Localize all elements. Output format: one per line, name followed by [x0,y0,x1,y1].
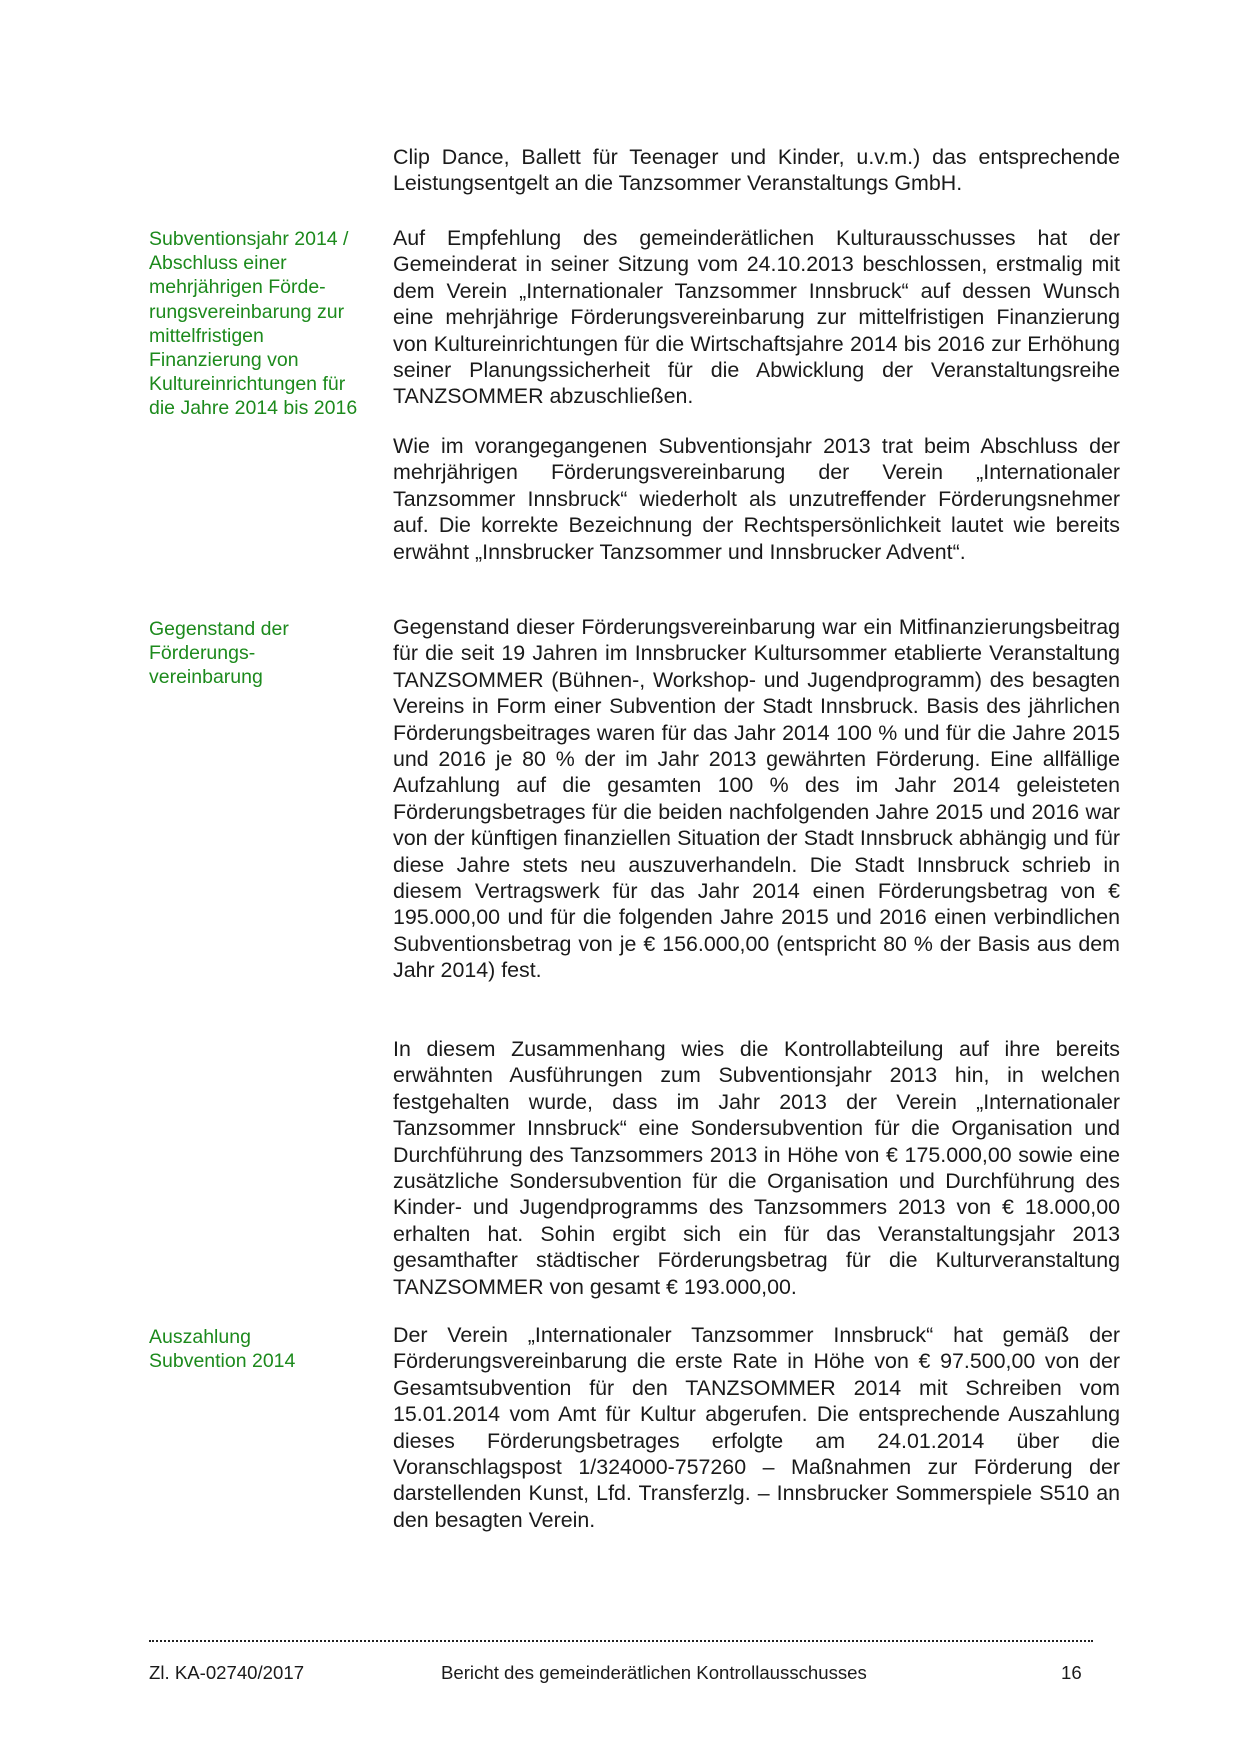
sidenote-auszahlung [149,1325,381,1373]
paragraph-2: Auf Empfehlung des gemeinderätlichen Kulturausschusses hat der Gemeinderat in seiner Sitzung vom 24.10.2013 beschlossen, erstmalig mit dem Verein „Internationaler Tanzsommer Innsbruck“ auf dessen Wunsch eine mehrjährige Förderungsvereinbarung zur mittelfristigen Finanzierung von Kultureinrichtungen für die Wirtschaftsjahre 2014 bis 2016 zur Erhöhung seiner Planungssicherheit für die Abwicklung der Veranstaltungsreihe TANZSOMMER abzuschließen. [393,226,1120,409]
paragraph-block-2 [393,225,1120,410]
sidenote-line: rungsvereinbarung zur [149,300,345,323]
sidenote-line: die Jahre 2014 bis 2016 [149,397,358,420]
sidenote-subventionsjahr [149,227,381,421]
sidenote-line: Kultureinrichtungen für [149,373,346,396]
sidenote-line: mittelfristigen [149,324,264,347]
paragraph-block-6 [393,1322,1120,1533]
paragraph-block-4 [393,614,1120,984]
sidenote-gegenstand [149,617,381,690]
paragraph-block-5 [393,1036,1120,1300]
paragraph-6: Der Verein „Internationaler Tanzsommer Innsbruck“ hat gemäß der Förderungsvereinbarung die erste Rate in Höhe von € 97.500,00 von der Gesamtsubvention für den TANZSOMMER 2014 mit Schreiben vom 15.01.2014 vom Amt für Kultur abgerufen. Die entsprechende Auszahlung dieses Förderungsbetrages erfolgte am 24.01.2014 über die Voranschlagspost 1/324000-757260 – Maßnahmen zur Förderung der darstellenden Kunst, Lfd. Transferzlg. – Innsbrucker Sommerspiele S510 an den besagten Verein. [393,1323,1120,1532]
sidenote-line: vereinbarung [149,666,263,689]
paragraph-continuation [393,144,1120,197]
sidenote-line: Abschluss einer [149,252,287,275]
footer-reference: Zl. KA-02740/2017 [149,1662,305,1683]
paragraph-5: In diesem Zusammenhang wies die Kontrollabteilung auf ihre bereits erwähnten Ausführungen zum Subventionsjahr 2013 hin, in welchen festgehalten wurde, dass im Jahr 2013 der Verein „Internationaler Tanzsommer Innsbruck“ eine Sondersubvention für die Organisation und Durchführung des Tanzsommers 2013 in Höhe von € 175.000,00 sowie eine zusätzliche Sondersubvention für die Organisation und Durchführung des Kinder- und Jugendprogramms des Tanzsommers 2013 von € 18.000,00 erhalten hat. Sohin ergibt sich ein für das Veranstaltungsjahr 2013 gesamthafter städtischer Förderungsbetrag für die Kulturveranstaltung TANZSOMMER von gesamt € 193.000,00. [393,1037,1120,1299]
page-number: 16 [1061,1662,1082,1683]
sidenote-line: Subventionsjahr 2014 / [149,228,349,250]
paragraph-4: Gegenstand dieser Förderungsvereinbarung war ein Mitfinanzierungsbeitrag für die seit 19 Jahren im Innsbrucker Kultursommer etablierte Veranstaltung TANZSOMMER (Bühnen-, Workshop- und Jugendprogramm) des besagten Vereins in Form einer Subvention der Stadt Innsbruck. Basis des jährlichen Förderungsbeitrages waren für das Jahr 2014 100 % und für die Jahre 2015 und 2016 je 80 % der im Jahr 2013 gewährten Förderung. Eine allfällige Aufzahlung auf die gesamten 100 % des im Jahr 2014 geleisteten Förderungsbetrages für die beiden nachfolgenden Jahre 2015 und 2016 war von der künftigen finanziellen Situation der Stadt Innsbruck abhängig und für diese Jahre stets neu auszuverhandeln. Die Stadt Innsbruck schrieb in diesem Vertragswerk für das Jahr 2014 einen Förderungsbetrag von € 195.000,00 und für die folgenden Jahre 2015 und 2016 einen verbindlichen Subventionsbetrag von je € 156.000,00 (entspricht 80 % der Basis aus dem Jahr 2014) fest. [393,615,1120,983]
paragraph-block-3 [393,433,1120,565]
sidenote-line: Förderungs- [149,642,256,665]
footer-divider [149,1632,1093,1642]
sidenote-line: Finanzierung von [149,349,299,372]
sidenote-line: Gegenstand der [149,618,289,640]
sidenote-line: Auszahlung [149,1326,251,1348]
paragraph-3: Wie im vorangegangenen Subventionsjahr 2013 trat beim Abschluss der mehrjährigen Förderungsvereinbarung der Verein „Internationaler Tanzsommer Innsbruck“ wiederholt als unzutreffender Förderungsnehmer auf. Die korrekte Bezeichnung der Rechtspersönlichkeit lautet wie bereits erwähnt „Innsbrucker Tanzsommer und Innsbrucker Advent“. [393,434,1120,564]
footer-title: Bericht des gemeinderätlichen Kontrollausschusses [441,1662,867,1683]
paragraph-1: Clip Dance, Ballett für Teenager und Kinder, u.v.m.) das entsprechende Leistungsentgelt an die Tanzsommer Veranstaltungs GmbH. [393,145,1120,196]
sidenote-line: mehrjährigen Förde- [149,276,326,299]
sidenote-line: Subvention 2014 [149,1350,296,1373]
